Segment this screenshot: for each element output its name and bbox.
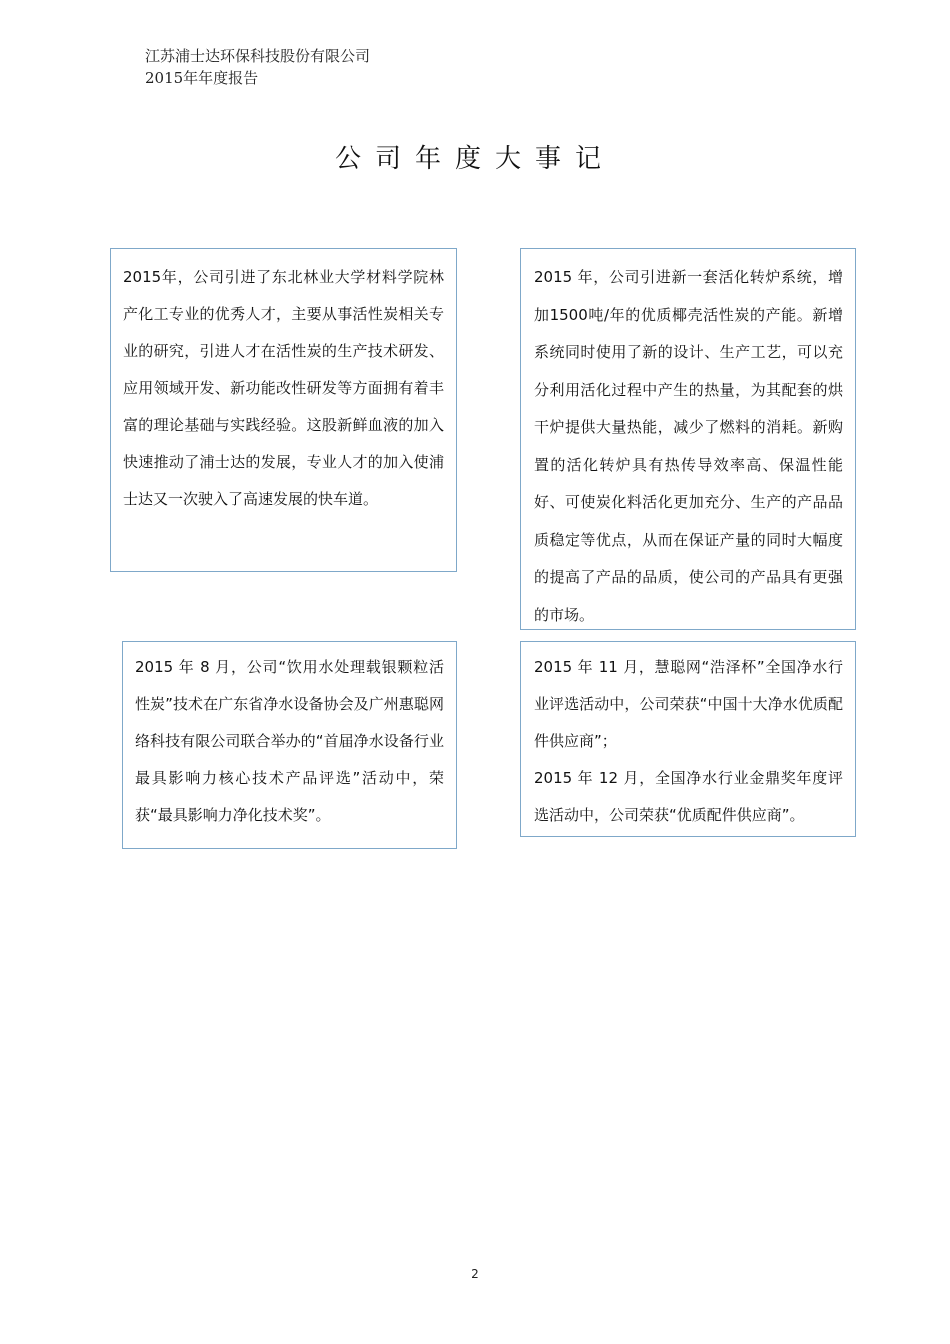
company-name: 江苏浦士达环保科技股份有限公司 (145, 47, 371, 65)
event-text: 2015年，公司引进了东北林业大学材料学院林产化工专业的优秀人才，主要从事活性炭相关专业的研究，引进人才在活性炭的生产技术研发、应用领域开发、新功能改性研发等方面拥有着丰富的理论基础与实践经验。这股新鲜血液的加入快速推动了浦士达的发展，专业人才的加入使浦士达又一次驶入了高速发展的快车道。 (123, 268, 444, 508)
event-box-awards-november-december (520, 641, 856, 837)
event-box-talent (110, 248, 457, 572)
page-number: 2 (471, 1267, 479, 1281)
document-header (145, 45, 370, 89)
page-title: 公司年度大事记 (334, 144, 615, 174)
event-box-award-august (122, 641, 457, 849)
report-name: 2015年年度报告 (145, 69, 259, 87)
event-text: 2015 年 11 月，慧聪网“浩泽杯”全国净水行业评选活动中，公司荣获“中国十大净水优质配件供应商”； (534, 658, 843, 750)
event-text: 2015 年 12 月，全国净水行业金鼎奖年度评选活动中，公司荣获“优质配件供应商”。 (534, 769, 843, 824)
event-box-furnace (520, 248, 856, 630)
event-text: 2015 年 8 月，公司“饮用水处理载银颗粒活性炭”技术在广东省净水设备协会及广州惠聪网络科技有限公司联合举办的“首届净水设备行业最具影响力核心技术产品评选”活动中，荣获“最具影响力净化技术奖”。 (135, 658, 444, 824)
event-text: 2015 年，公司引进新一套活化转炉系统，增加1500吨/年的优质椰壳活性炭的产能。新增系统同时使用了新的设计、生产工艺，可以充分利用活化过程中产生的热量，为其配套的烘干炉提供大量热能，减少了燃料的消耗。新购置的活化转炉具有热传导效率高、保温性能好、可使炭化料活化更加充分、生产的产品品质稳定等优点，从而在保证产量的同时大幅度的提高了产品的品质，使公司的产品具有更强的市场。 (534, 268, 843, 624)
